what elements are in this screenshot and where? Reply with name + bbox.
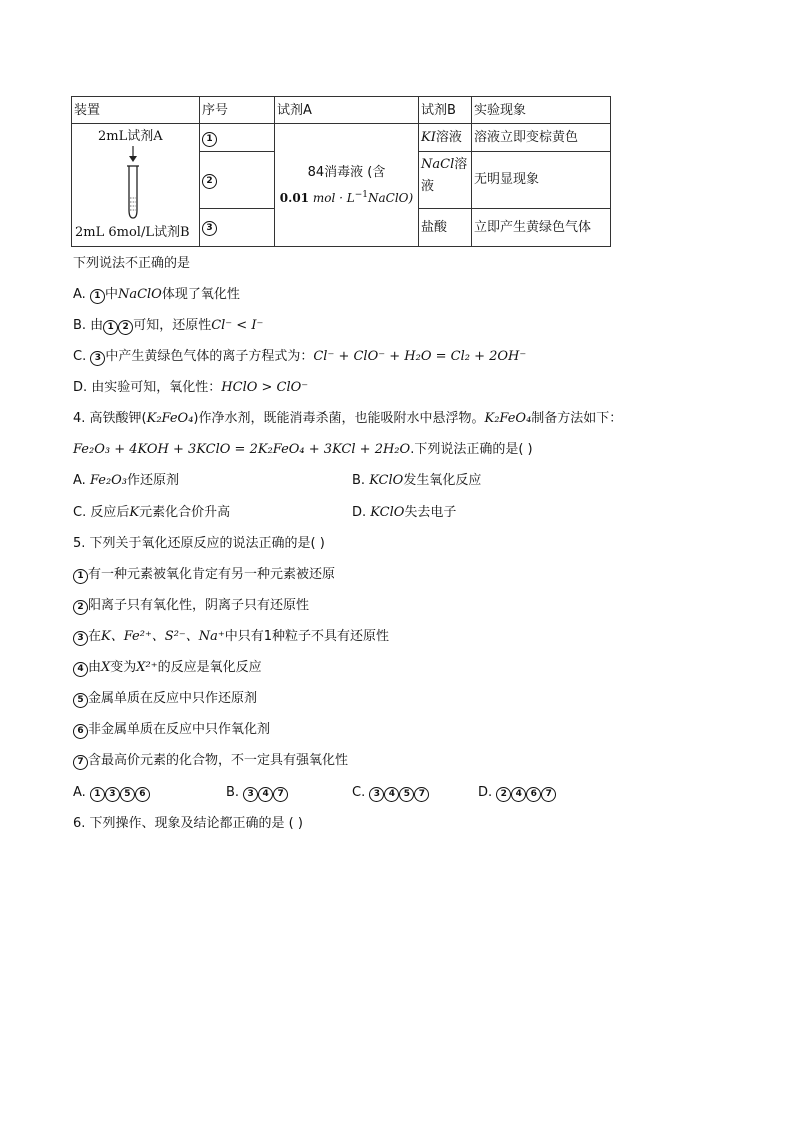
- q5-item-1: [73, 566, 335, 584]
- circled-number: 3: [243, 787, 258, 802]
- statement-text: 有一种元素被氧化肯定有另一种元素被还原: [88, 567, 336, 582]
- option-label: B.: [226, 785, 244, 800]
- option-label: B.: [352, 473, 370, 488]
- q4-option-c: [73, 504, 230, 522]
- option-text: 中产生黄绿色气体的离子方程式为：: [105, 349, 314, 364]
- circled-number: 2: [496, 787, 511, 802]
- reagent-a-unit: mol · L: [312, 190, 355, 205]
- statement-text: 含最高价元素的化合物，不一定具有强氧化性: [88, 753, 349, 768]
- q4-text: )作净水剂，既能消毒杀菌，也能吸附水中悬浮物。: [193, 411, 485, 426]
- reagent-a-line1: [277, 164, 416, 181]
- apparatus-top-label: 2mL试剂A: [98, 129, 163, 144]
- q4-equation: Fe₂O₃ + 4KOH + 3KClO = 2K₂FeO₄ + 3KCl + 2H₂O: [73, 442, 411, 457]
- row-number-cell: [200, 208, 275, 246]
- row-number-cell: [200, 124, 275, 152]
- q4-stem-line1: [73, 410, 622, 428]
- option-label: A.: [73, 785, 90, 800]
- circled-number: 6: [526, 787, 541, 802]
- experiment-table: [71, 96, 611, 247]
- circled-number: 1: [90, 787, 105, 802]
- reagent-a-cell: [275, 124, 419, 247]
- observation-cell: 溶液立即变棕黄色: [472, 124, 611, 152]
- reagent-b-formula: NaCl: [421, 157, 455, 173]
- q4-formula: K₂FeO₄: [146, 411, 194, 426]
- table-header-row: [72, 97, 611, 124]
- option-label: C.: [73, 349, 91, 364]
- q4-option-b: [352, 472, 481, 490]
- header-number: 序号: [200, 97, 275, 124]
- reagent-a-concentration: 0.01: [279, 190, 310, 205]
- option-text: 中: [104, 287, 118, 302]
- option-label: A.: [73, 287, 90, 302]
- option-label: C. 反应后: [73, 505, 130, 520]
- q5-option-c: [352, 784, 429, 802]
- header-observation: 实验现象: [472, 97, 611, 124]
- apparatus-bottom-label: 2mL 6mol/L试剂B: [75, 225, 190, 240]
- q4-text: .下列说法正确的是( ): [410, 442, 533, 457]
- circled-number: 4: [384, 787, 399, 802]
- reagent-a-line2: [277, 187, 416, 207]
- option-formula: NaClO: [117, 287, 162, 302]
- reagent-b-formula: KI: [421, 130, 436, 146]
- option-text: 可知，还原性: [133, 318, 212, 333]
- q5-item-6: [73, 721, 270, 739]
- observation-cell: 立即产生黄绿色气体: [472, 208, 611, 246]
- observation-cell: 无明显现象: [472, 152, 611, 208]
- q5-option-b: [226, 784, 288, 802]
- apparatus-figure: [72, 124, 199, 246]
- circled-number: 4: [511, 787, 526, 802]
- option-formula: KClO: [369, 473, 404, 488]
- reagent-b-cell: [419, 152, 472, 208]
- reagent-b-text: 溶液: [421, 157, 468, 195]
- option-label: B. 由: [73, 318, 104, 333]
- q4-formula: K₂FeO₄: [484, 411, 532, 426]
- statement-text: 变为: [110, 660, 137, 675]
- circled-number: 5: [399, 787, 414, 802]
- statement-text: 中只有1种粒子不具有还原性: [224, 629, 390, 644]
- option-label: C.: [352, 785, 370, 800]
- circled-number: 3: [90, 351, 105, 366]
- reagent-a-name: 84消毒液 (含: [307, 164, 386, 180]
- option-formula: HClO > ClO⁻: [221, 380, 309, 395]
- circled-number: 2: [118, 320, 133, 335]
- circled-number: 4: [258, 787, 273, 802]
- q4-text: 制备方法如下：: [531, 411, 623, 426]
- q4-option-d: [352, 504, 456, 522]
- q4-stem-line2: [73, 441, 533, 459]
- circled-number: 3: [369, 787, 384, 802]
- statement-text: 的反应是氧化反应: [157, 660, 262, 675]
- q3-stem: 下列说法不正确的是: [73, 256, 191, 271]
- q6-stem: 6. 下列操作、现象及结论都正确的是 ( ): [73, 816, 303, 831]
- statement-formula: X: [101, 660, 111, 675]
- table-row: [72, 124, 611, 152]
- circled-number: 6: [135, 787, 150, 802]
- option-text: D. 由实验可知，氧化性：: [73, 380, 222, 395]
- q3-option-d: [73, 379, 308, 397]
- q4-option-a: [73, 472, 179, 490]
- option-formula: KClO: [370, 505, 405, 520]
- test-tube-icon: [120, 144, 150, 224]
- statement-text: 金属单质在反应中只作还原剂: [88, 691, 258, 706]
- q5-item-5: [73, 690, 257, 708]
- q5-item-3: [73, 628, 389, 646]
- circled-number: 2: [202, 174, 217, 189]
- option-formula: Cl⁻ < I⁻: [211, 318, 264, 333]
- option-text: 体现了氧化性: [161, 287, 240, 302]
- circled-number: 5: [73, 693, 88, 708]
- q5-item-7: [73, 752, 348, 770]
- reagent-a-exponent: −1: [354, 189, 368, 200]
- statement-text: 非金属单质在反应中只作氧化剂: [88, 722, 271, 737]
- statement-text: 在: [88, 629, 102, 644]
- option-formula: K: [129, 505, 140, 520]
- circled-number: 1: [103, 320, 118, 335]
- q5-stem: 5. 下列关于氧化还原反应的说法正确的是( ): [73, 536, 325, 551]
- circled-number: 1: [90, 289, 105, 304]
- q3-option-a: [73, 286, 240, 304]
- circled-number: 4: [73, 662, 88, 677]
- circled-number: 7: [414, 787, 429, 802]
- header-apparatus: 装置: [72, 97, 200, 124]
- circled-number: 5: [120, 787, 135, 802]
- circled-number: 3: [73, 631, 88, 646]
- q5-item-4: [73, 659, 262, 677]
- circled-number: 3: [202, 221, 217, 236]
- header-reagent-b: 试剂B: [419, 97, 472, 124]
- statement-formula: X²⁺: [136, 660, 158, 675]
- header-reagent-a: 试剂A: [275, 97, 419, 124]
- option-text: 作还原剂: [127, 473, 180, 488]
- statement-formula: K、Fe²⁺、S²⁻、Na⁺: [101, 629, 225, 644]
- q5-item-2: [73, 597, 309, 615]
- option-formula: Fe₂O₃: [89, 473, 128, 488]
- circled-number: 1: [73, 569, 88, 584]
- circled-number: 7: [273, 787, 288, 802]
- reagent-b-cell: [419, 208, 472, 246]
- option-label: A.: [73, 473, 90, 488]
- option-text: 失去电子: [404, 505, 457, 520]
- statement-text: 由: [88, 660, 102, 675]
- circled-number: 1: [202, 132, 217, 147]
- row-number-cell: [200, 152, 275, 208]
- option-label: D.: [352, 505, 371, 520]
- circled-number: 7: [541, 787, 556, 802]
- option-formula: Cl⁻ + ClO⁻ + H₂O = Cl₂ + 2OH⁻: [313, 349, 527, 364]
- q5-option-a: [73, 784, 150, 802]
- q5-option-d: [478, 784, 556, 802]
- option-text: 发生氧化反应: [403, 473, 482, 488]
- q3-option-b: [73, 317, 263, 335]
- circled-number: 6: [73, 724, 88, 739]
- statement-text: 阳离子只有氧化性，阴离子只有还原性: [88, 598, 310, 613]
- apparatus-cell: [72, 124, 200, 247]
- option-text: 元素化合价升高: [139, 505, 231, 520]
- q3-option-c: [73, 348, 526, 366]
- circled-number: 2: [73, 600, 88, 615]
- option-label: D.: [478, 785, 497, 800]
- circled-number: 7: [73, 755, 88, 770]
- q4-text: 4. 高铁酸钾(: [73, 411, 147, 426]
- reagent-b-text: 盐酸: [421, 219, 448, 235]
- reagent-b-cell: [419, 124, 472, 152]
- circled-number: 3: [105, 787, 120, 802]
- reagent-b-text: 溶液: [435, 130, 462, 146]
- reagent-a-solute: NaClO): [368, 190, 414, 205]
